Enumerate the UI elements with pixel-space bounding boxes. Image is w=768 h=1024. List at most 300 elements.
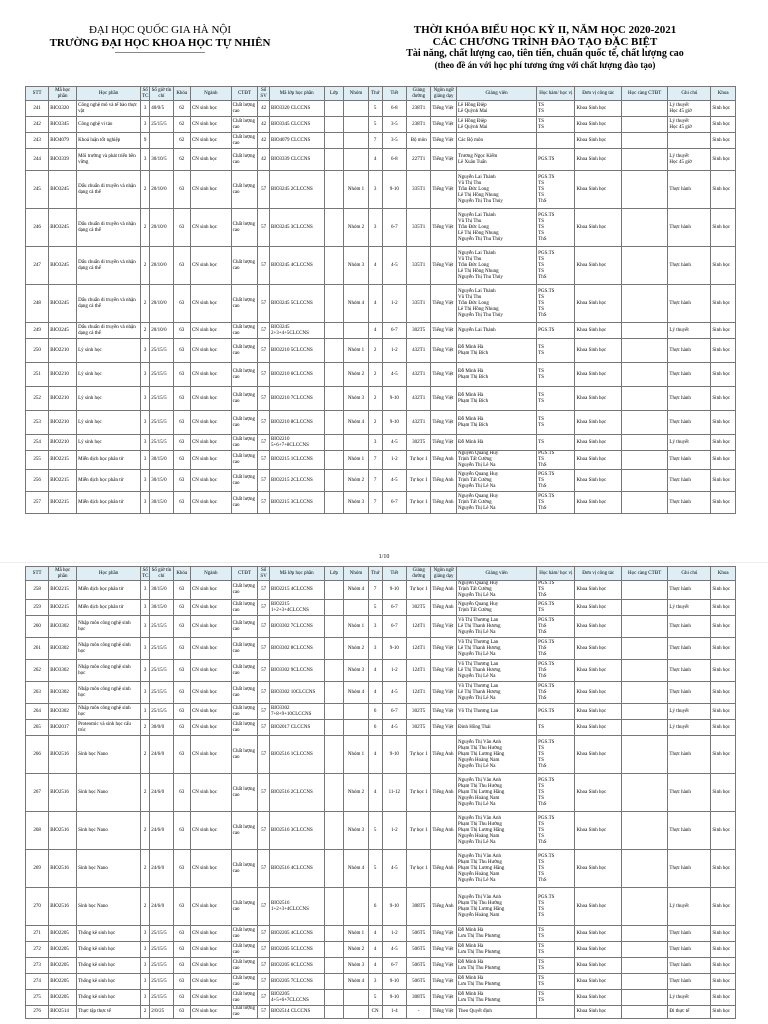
cell-line: TS [538, 965, 544, 971]
cell-program: Chất lượng cao [231, 600, 258, 616]
col-header-note: Ghi chú [668, 87, 711, 101]
cell-class-code: BIO2205 4CLCCNS [269, 926, 324, 942]
cell-faculty: Sinh học [711, 171, 736, 209]
cell-title [537, 209, 575, 247]
cell-course-code: BIO2017 [49, 720, 77, 736]
cell-line: ThS [538, 839, 547, 845]
cell-major: CN sinh học [190, 209, 231, 247]
cell-program: Chất lượng cao [231, 812, 258, 850]
cell-room: Tự học 1 [407, 581, 431, 600]
cell-language: Tiếng Việt [431, 339, 457, 363]
cell-course-name: Sinh học Nano [77, 736, 141, 774]
table-row [26, 638, 736, 660]
cell-line: PGS.TS [538, 639, 555, 645]
cell-lecturer [456, 117, 536, 133]
cell-program: Chất lượng cao [231, 387, 258, 411]
cell-period: 4-5 [382, 435, 406, 451]
cell-credits: 3 [141, 117, 150, 133]
cell-line: TS [538, 587, 544, 592]
cell-language: Tiếng Anh [431, 581, 457, 600]
cell-class-code: BIO3320 CLCCNS [269, 101, 324, 117]
col-header-stt: STT [26, 87, 49, 101]
cell-line: Nguyễn Hoàng Nam [457, 912, 500, 918]
cell-line: Phạm Thị Lương Hằng [457, 865, 505, 871]
cell-line: TS [538, 821, 544, 827]
cell-major: CN sinh học [190, 285, 231, 323]
cell-stt: 241 [26, 101, 49, 117]
cell-line: ThS [538, 483, 547, 489]
cell-course-code: BIO2210 [49, 411, 77, 435]
cell-group: Nhóm 3 [344, 247, 368, 285]
cell-line: Phạm Thị Thu Hường [457, 783, 502, 789]
cell-program: Chất lượng cao [231, 581, 258, 600]
cell-period: 9-10 [382, 638, 406, 660]
page-title: THỜI KHÓA BIỂU HỌC KỲ II, NĂM HỌC 2020-2021 [413, 24, 677, 36]
cell-period: 1-2 [382, 285, 406, 323]
cell-stt: 263 [26, 682, 49, 704]
cell-line: Lưu Thị Thu Phương [457, 949, 501, 955]
cell-cohort: 63 [173, 888, 190, 926]
cell-unit: Khoa Sinh học [575, 990, 621, 1006]
cell-program-link [621, 101, 667, 117]
cell-language: Tiếng Anh [431, 492, 457, 514]
cell-group [344, 117, 368, 133]
cell-line: Nguyễn Thị Thu Thủy [457, 236, 503, 242]
cell-course-name: Lý sinh học [77, 435, 141, 451]
cell-class-code: BIO2205 7CLCCNS [269, 974, 324, 990]
cell-title [537, 247, 575, 285]
cell-line: Lý thuyết [669, 118, 689, 124]
col-header-students: Số SV [258, 87, 270, 101]
cell-group [344, 435, 368, 451]
cell-major: CN sinh học [190, 888, 231, 926]
cell-faculty: Sinh học [711, 247, 736, 285]
cell-students: 57 [258, 812, 270, 850]
cell-line: Võ Thị Thương Lan [457, 683, 499, 689]
cell-weekday: 2 [368, 363, 382, 387]
cell-line: ThS [538, 673, 547, 679]
cell-credits: 3 [141, 435, 150, 451]
cell-note: Lý thuyết [668, 435, 711, 451]
cell-note: Lý thuyết [668, 600, 711, 616]
col-header-lecturer: Giảng viên [456, 567, 536, 581]
cell-title [537, 850, 575, 888]
cell-program-link [621, 616, 667, 638]
cell-lecturer [456, 411, 536, 435]
cell-line: PGS.TS [538, 661, 555, 667]
cell-line: Trịnh Tất Cường [457, 607, 492, 613]
cell-major: CN sinh học [190, 1006, 231, 1019]
cell-class [324, 285, 344, 323]
cell-note: Lý thuyết [668, 704, 711, 720]
cell-line: Phạm Thị Bích [457, 350, 489, 356]
cell-program-link [621, 470, 667, 492]
cell-class-code: BIO2514 CLCCNS [269, 1006, 324, 1019]
cell-line: Lê Hồng Điệp [457, 102, 487, 108]
cell-course-name: Miễn dịch học phân tử [77, 581, 141, 600]
cell-course-code: BIO2215 [49, 470, 77, 492]
cell-period: 6-7 [382, 704, 406, 720]
cell-lecturer: Đỗ Minh Hà [456, 435, 536, 451]
cell-hours: 24/6/0 [150, 850, 173, 888]
cell-title [537, 990, 575, 1006]
cell-line: TS [538, 871, 544, 877]
cell-line: PGS.TS [538, 601, 555, 607]
cell-faculty: Sinh học [711, 285, 736, 323]
cell-weekday: 4 [368, 285, 382, 323]
cell-class [324, 736, 344, 774]
cell-cohort: 63 [173, 660, 190, 682]
col-header-weekday: Thứ [368, 87, 382, 101]
cell-course-name: Sinh học Nano [77, 774, 141, 812]
cell-class [324, 720, 344, 736]
cell-program-link [621, 363, 667, 387]
cell-line: Trần Đức Long [457, 300, 489, 306]
cell-room: Tự học 1 [407, 451, 431, 470]
cell-class [324, 117, 344, 133]
cell-cohort: 63 [173, 339, 190, 363]
cell-line: Trần Đức Long [457, 262, 489, 268]
cell-line: PGS.TS [538, 815, 555, 821]
cell-room: - [407, 1006, 431, 1019]
cell-stt: 260 [26, 616, 49, 638]
cell-class-code: BIO3302 8CLCCNS [269, 638, 324, 660]
cell-credits: 3 [141, 926, 150, 942]
cell-line: Nguyễn Lai Thành [457, 174, 496, 180]
cell-line: Lưu Thị Thu Phương [457, 933, 501, 939]
cell-line: Phạm Thị Thu Hường [457, 900, 502, 906]
cell-note: Lý thuyết [668, 720, 711, 736]
cell-students: 57 [258, 435, 270, 451]
cell-course-name: Nhập môn công nghệ sinh học [77, 682, 141, 704]
cell-line: TS [538, 499, 544, 505]
cell-room: 302T5 [407, 704, 431, 720]
cell-stt: 266 [26, 736, 49, 774]
cell-unit: Khoa Sinh học [575, 812, 621, 850]
cell-language: Tiếng Việt [431, 704, 457, 720]
cell-note: Thực hành [668, 387, 711, 411]
cell-unit: Khoa Sinh học [575, 888, 621, 926]
cell-line: PGS.TS [538, 739, 555, 745]
cell-course-name: Nhập môn công nghệ sinh học [77, 616, 141, 638]
cell-credits: 2 [141, 736, 150, 774]
cell-program: Chất lượng cao [231, 209, 258, 247]
cell-students: 57 [258, 720, 270, 736]
document-header [0, 0, 768, 86]
cell-note: Thực hành [668, 942, 711, 958]
cell-faculty: Sinh học [711, 812, 736, 850]
cell-line: TS [538, 398, 544, 404]
table-header-row [26, 567, 736, 581]
cell-course-code: BIO3302 [49, 660, 77, 682]
cell-line: TS [538, 422, 544, 428]
cell-period: 6-8 [382, 101, 406, 117]
cell-class [324, 704, 344, 720]
cell-class [324, 581, 344, 600]
cell-major: CN sinh học [190, 171, 231, 209]
col-header-room: Giảng đường [407, 87, 431, 101]
col-header-title: Học hàm/ học vị [537, 87, 575, 101]
cell-unit: Khoa Sinh học [575, 616, 621, 638]
col-header-credits: Số TC [142, 87, 149, 99]
cell-hours: 24/6/0 [150, 774, 173, 812]
cell-course-code: BIO2215 [49, 600, 77, 616]
cell-faculty: Sinh học [711, 616, 736, 638]
cell-class [324, 247, 344, 285]
cell-line: TS [538, 900, 544, 906]
cell-line: TS [538, 457, 544, 462]
cell-lecturer [456, 600, 536, 616]
cell-room: 432T1 [407, 411, 431, 435]
cell-note: Đi thực tế [668, 1006, 711, 1019]
cell-weekday: 6 [368, 720, 382, 736]
cell-students: 42 [258, 149, 270, 171]
cell-line: TS [538, 833, 544, 839]
cell-line: TS [538, 300, 544, 306]
cell-line: Nguyễn Quang Huy [457, 471, 499, 477]
cell-weekday: 4 [368, 926, 382, 942]
cell-major: CN sinh học [190, 387, 231, 411]
cell-credits: 3 [141, 411, 150, 435]
cell-hours: 25/15/5 [150, 926, 173, 942]
cell-line: Lê Thị Hồng Nhung [457, 306, 499, 312]
cell-period: 6-7 [382, 616, 406, 638]
cell-faculty: Sinh học [711, 209, 736, 247]
cell-weekday: 7 [368, 470, 382, 492]
cell-students: 57 [258, 470, 270, 492]
cell-line: Lê Xuân Tuấn [457, 159, 487, 165]
cell-line: PGS.TS [538, 451, 555, 456]
cell-course-code: BIO3345 [49, 117, 77, 133]
cell-course-name: Môi trường và phát triển bền vững [77, 149, 141, 171]
cell-students: 57 [258, 942, 270, 958]
cell-cohort: 63 [173, 958, 190, 974]
cell-note: Thực hành [668, 616, 711, 638]
cell-room: 335T1 [407, 171, 431, 209]
cell-credits: 3 [141, 492, 150, 514]
cell-students: 57 [258, 247, 270, 285]
cell-lecturer [456, 974, 536, 990]
cell-students: 57 [258, 451, 270, 470]
cell-credits: 9 [141, 133, 150, 149]
table-row [26, 247, 736, 285]
cell-cohort: 63 [173, 682, 190, 704]
cell-line: TS [538, 192, 544, 198]
cell-class [324, 888, 344, 926]
cell-unit: Khoa Sinh học [575, 600, 621, 616]
cell-line: PGS.TS [538, 212, 555, 218]
cell-line: TS [538, 997, 544, 1003]
table-row [26, 682, 736, 704]
cell-students: 57 [258, 600, 270, 616]
cell-room: 432T1 [407, 339, 431, 363]
cell-major: CN sinh học [190, 581, 231, 600]
cell-group: Nhóm 3 [344, 812, 368, 850]
cell-line: Vũ Thị Thu [457, 180, 482, 186]
cell-students: 57 [258, 411, 270, 435]
cell-faculty: Sinh học [711, 1006, 736, 1019]
cell-credits: 3 [141, 149, 150, 171]
cell-class-code: BIO2215 2CLCCNS [269, 470, 324, 492]
table-row [26, 133, 736, 149]
cell-lecturer [456, 736, 536, 774]
cell-line: Trần Đức Long [457, 224, 489, 230]
cell-faculty: Sinh học [711, 660, 736, 682]
cell-title [537, 736, 575, 774]
cell-program-link [621, 209, 667, 247]
cell-line: TS [538, 912, 544, 918]
cell-line: PGS.TS [538, 250, 555, 256]
cell-line: Trịnh Tất Cường [457, 587, 492, 592]
col-header-program-link: Học càng CTĐT [621, 87, 667, 101]
cell-course-name: Công nghệ vi tảo [77, 117, 141, 133]
cell-title [537, 660, 575, 682]
cell-program: Chất lượng cao [231, 492, 258, 514]
cell-title [537, 285, 575, 323]
cell-weekday: 4 [368, 774, 382, 812]
cell-stt: 252 [26, 387, 49, 411]
cell-title [537, 492, 575, 514]
table-row [26, 958, 736, 974]
cell-program-link [621, 323, 667, 339]
cell-class [324, 600, 344, 616]
cell-stt: 251 [26, 363, 49, 387]
cell-hours: 40/0/5 [150, 101, 173, 117]
cell-unit: Khoa Sinh học [575, 720, 621, 736]
cell-cohort: 63 [173, 411, 190, 435]
cell-line: ThS [538, 667, 547, 673]
cell-weekday: 6 [368, 704, 382, 720]
cell-weekday: 3 [368, 616, 382, 638]
cell-note: Thực hành [668, 812, 711, 850]
cell-class [324, 339, 344, 363]
col-header-credits: Số TC [142, 567, 149, 579]
cell-line: TS [538, 416, 544, 422]
col-header-faculty: Khoa [711, 87, 736, 101]
cell-note: Lý thuyết [668, 323, 711, 339]
cell-language: Tiếng Việt [431, 942, 457, 958]
cell-note [668, 149, 711, 171]
cell-period: 9-10 [382, 888, 406, 926]
cell-period: 9-10 [382, 387, 406, 411]
cell-line: TS [538, 751, 544, 757]
cell-course-code: BIO2205 [49, 958, 77, 974]
cell-language: Tiếng Anh [431, 888, 457, 926]
cell-cohort: 63 [173, 720, 190, 736]
cell-line: ThS [538, 505, 547, 511]
cell-period: 1-2 [382, 812, 406, 850]
cell-stt: 250 [26, 339, 49, 363]
cell-class [324, 682, 344, 704]
cell-class-code: BIO2205 5CLCCNS [269, 942, 324, 958]
cell-course-code: BIO4079 [49, 133, 77, 149]
col-header-cohort: Khóa [173, 567, 190, 581]
cell-cohort: 63 [173, 926, 190, 942]
cell-period: 4-5 [382, 247, 406, 285]
cell-cohort: 63 [173, 435, 190, 451]
cell-class-code: BIO2215 4CLCCNS [269, 581, 324, 600]
cell-stt: 243 [26, 133, 49, 149]
cell-lecturer: Võ Thị Thương Lan [456, 704, 536, 720]
cell-note: Thực hành [668, 171, 711, 209]
cell-period: 4-5 [382, 942, 406, 958]
cell-class [324, 101, 344, 117]
cell-major: CN sinh học [190, 926, 231, 942]
cell-course-code: BIO3245 [49, 171, 77, 209]
cell-group: Nhóm 4 [344, 285, 368, 323]
cell-unit: Khoa Sinh học [575, 339, 621, 363]
cell-period: 9-10 [382, 990, 406, 1006]
cell-course-name: Miễn dịch học phân tử [77, 451, 141, 470]
cell-course-code: BIO2514 [49, 1006, 77, 1019]
cell-course-code: BIO2205 [49, 942, 77, 958]
cell-line: Nguyễn Hoàng Nam [457, 833, 500, 839]
cell-cohort: 63 [173, 285, 190, 323]
cell-students: 57 [258, 285, 270, 323]
cell-unit: Khoa Sinh học [575, 736, 621, 774]
cell-title: TS [537, 720, 575, 736]
table-row [26, 451, 736, 470]
cell-credits: 2 [141, 720, 150, 736]
cell-students: 57 [258, 926, 270, 942]
cell-class [324, 990, 344, 1006]
cell-title: PGS.TS [537, 149, 575, 171]
cell-class-code: BIO2210 8CLCCNS [269, 411, 324, 435]
cell-line: Đỗ Minh Hà [457, 392, 484, 398]
cell-note: Thực hành [668, 638, 711, 660]
cell-line: TS [538, 865, 544, 871]
cell-stt: 271 [26, 926, 49, 942]
cell-room: 335T1 [407, 209, 431, 247]
cell-weekday: 3 [368, 209, 382, 247]
cell-group: Nhóm 2 [344, 638, 368, 660]
cell-unit: Khoa Sinh học [575, 942, 621, 958]
cell-cohort: 63 [173, 171, 190, 209]
cell-program-link [621, 660, 667, 682]
cell-faculty: Sinh học [711, 850, 736, 888]
cell-course-code: BIO2210 [49, 339, 77, 363]
cell-note [668, 117, 711, 133]
cell-major: CN sinh học [190, 492, 231, 514]
cell-students: 57 [258, 660, 270, 682]
cell-title [537, 133, 575, 149]
cell-line: Nguyễn Thị Lê Na [457, 483, 496, 489]
cell-period: 3-5 [382, 133, 406, 149]
cell-line: TS [538, 757, 544, 763]
cell-major: CN sinh học [190, 247, 231, 285]
cell-faculty: Sinh học [711, 736, 736, 774]
cell-class [324, 149, 344, 171]
cell-class [324, 171, 344, 209]
cell-faculty: Sinh học [711, 888, 736, 926]
col-header-group: Nhóm [344, 87, 368, 101]
cell-stt: 253 [26, 411, 49, 435]
table-row [26, 435, 736, 451]
cell-group: Nhóm 3 [344, 492, 368, 514]
cell-line: Phạm Thị Bích [457, 374, 489, 380]
table-row [26, 704, 736, 720]
cell-lecturer [456, 850, 536, 888]
cell-program: Chất lượng cao [231, 774, 258, 812]
col-header-major: Ngành [190, 567, 231, 581]
cell-line: Nguyễn Thị Vân Anh [457, 815, 501, 821]
cell-credits: 3 [141, 600, 150, 616]
cell-group [344, 600, 368, 616]
cell-line: Lưu Thị Thu Phương [457, 997, 501, 1003]
cell-line: Nguyễn Thị Vân Anh [457, 894, 501, 900]
cell-period: 9-10 [382, 974, 406, 990]
cell-program: Chất lượng cao [231, 470, 258, 492]
